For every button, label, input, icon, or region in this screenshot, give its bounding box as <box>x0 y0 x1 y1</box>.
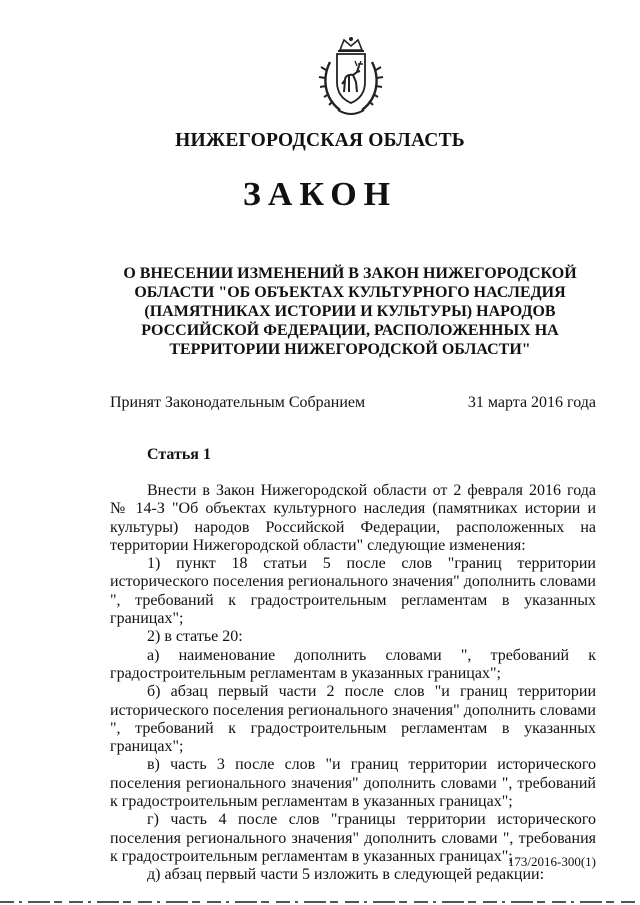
subject-line: ОБЛАСТИ "ОБ ОБЪЕКТАХ КУЛЬТУРНОГО НАСЛЕДИЯ <box>134 284 566 301</box>
region-title: НИЖЕГОРОДСКАЯ ОБЛАСТЬ <box>175 130 465 151</box>
paragraph: 2) в статье 20: <box>147 628 243 646</box>
subject-line: О ВНЕСЕНИИ ИЗМЕНЕНИЙ В ЗАКОН НИЖЕГОРОДСКОЙ <box>123 265 577 282</box>
paragraph: 1) пункт 18 статьи 5 после слов "границ территории исторического поселения регионального значения" дополнить словами ", требований к градостроительным регламентам в указанных границах"; <box>110 555 596 628</box>
paragraph: б) абзац первый части 2 после слов "и границ территории исторического поселения регионального значения" дополнить словами ", требований к градостроительным регламентам в указанных границах"; <box>110 683 596 756</box>
adopted-by: Принят Законодательным Собранием <box>110 394 366 411</box>
document-type-title: ЗАКОН <box>242 176 398 213</box>
paragraph: д) абзац первый части 5 изложить в следующей редакции: <box>147 866 545 884</box>
document-number: 173/2016-300(1) <box>507 854 596 869</box>
subject-line: ТЕРРИТОРИИ НИЖЕГОРОДСКОЙ ОБЛАСТИ" <box>169 341 531 358</box>
paragraph: а) наименование дополнить словами ", требований к градостроительным регламентам в указанных границах"; <box>110 646 596 682</box>
coat-of-arms-icon <box>316 36 386 118</box>
paragraph: в) часть 3 после слов "и границ территории исторического поселения регионального значения" дополнить словами ", требований к градостроительным регламентам в указанных границах"; <box>110 756 596 811</box>
law-subject <box>110 264 590 359</box>
scan-edge-divider <box>0 899 640 905</box>
paragraph: Внести в Закон Нижегородской области от 2 февраля 2016 года № 14-З "Об объектах культурного наследия (памятниках истории и культуры) народов Российской Федерации, расположенных на территории Нижегородской области" следующие изменения: <box>110 482 596 554</box>
subject-line: (ПАМЯТНИКАХ ИСТОРИИ И КУЛЬТУРЫ) НАРОДОВ <box>144 303 556 320</box>
article-body <box>110 482 596 885</box>
article-heading: Статья 1 <box>147 446 211 463</box>
subject-line: РОССИЙСКОЙ ФЕДЕРАЦИИ, РАСПОЛОЖЕННЫХ НА <box>141 322 559 339</box>
adoption-line <box>110 394 596 412</box>
adoption-date: 31 марта 2016 года <box>467 394 596 411</box>
paragraph: г) часть 4 после слов "границы территории исторического поселения регионального значения" дополнить словами ", требования к градостроительным регламентам в указанных границах"; <box>110 811 596 865</box>
